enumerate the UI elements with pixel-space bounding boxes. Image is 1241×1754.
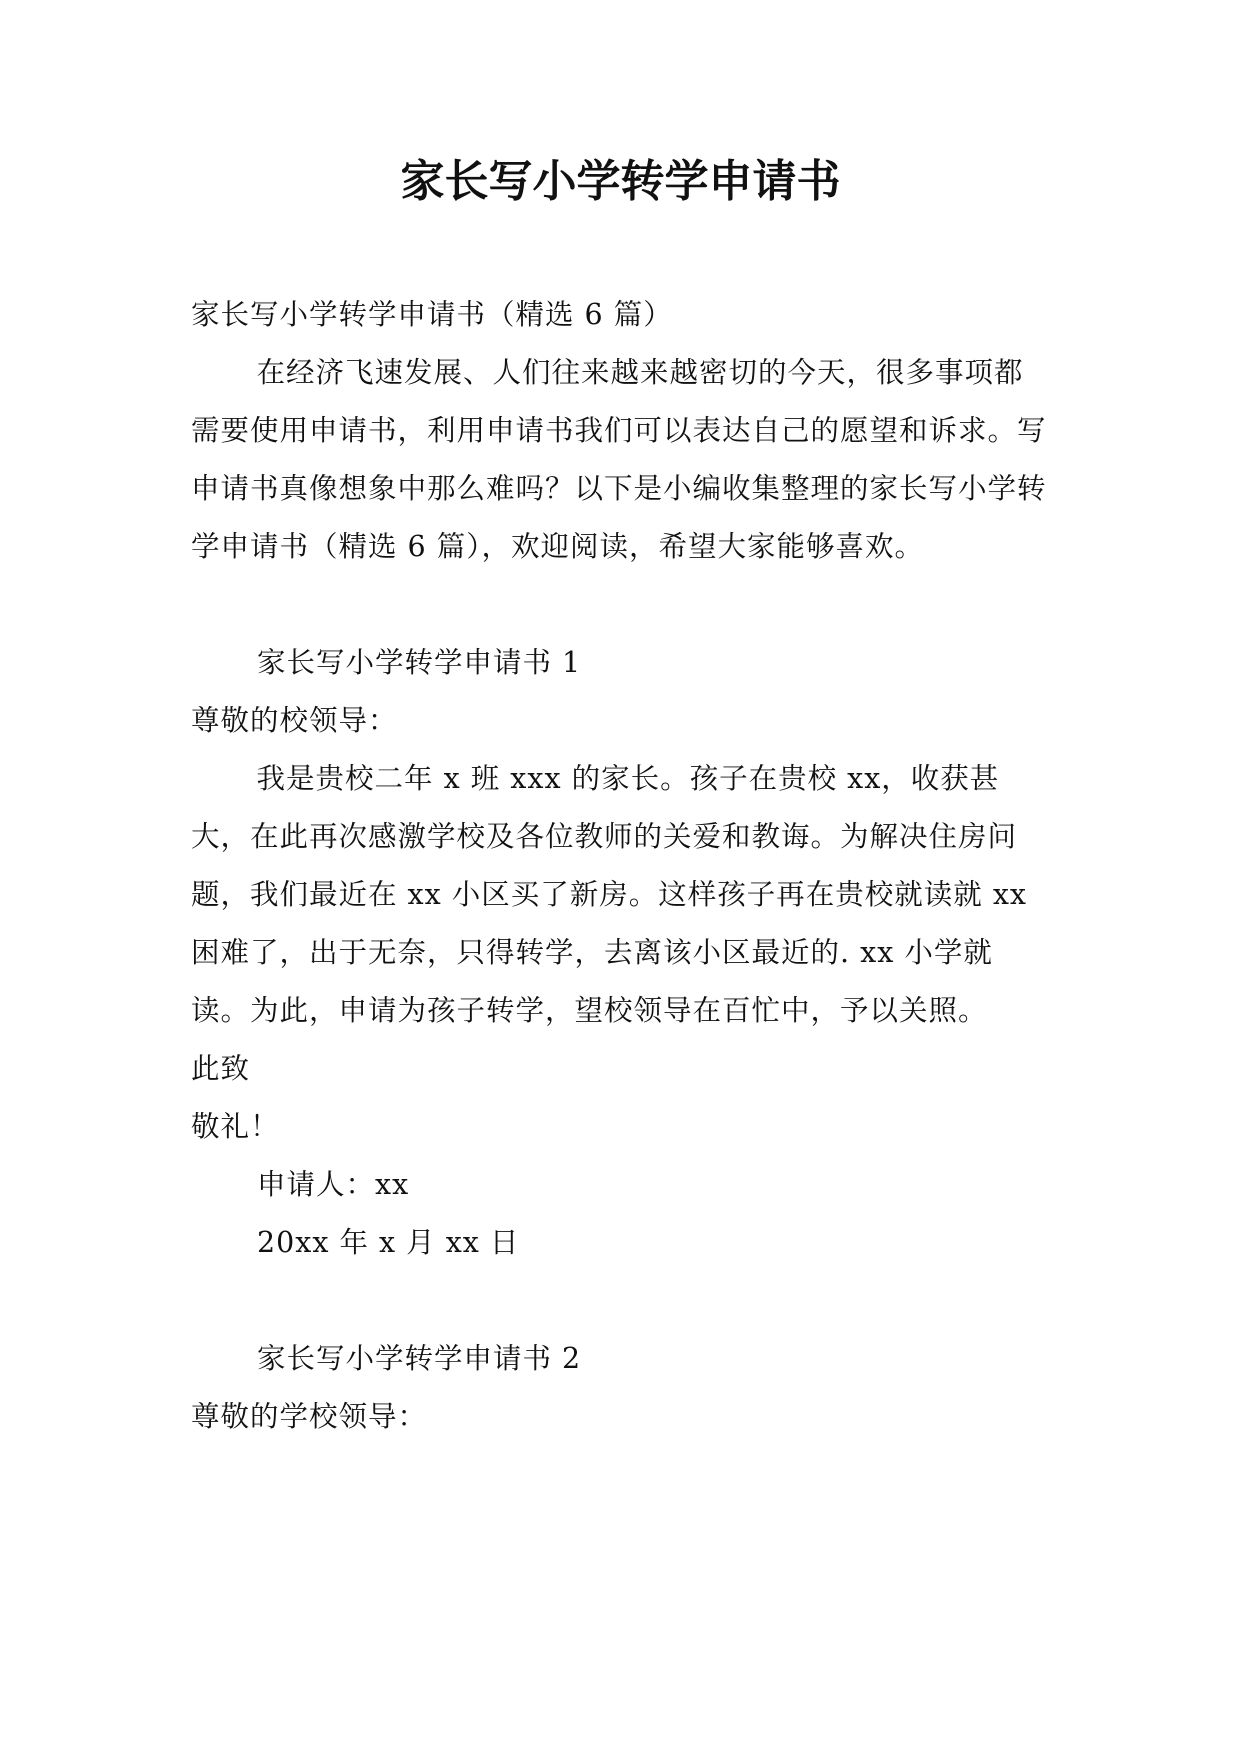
letter-1-salutation: 尊敬的校领导：: [191, 704, 398, 737]
letter-1-closing-2: 敬礼！: [191, 1110, 280, 1143]
document-title: 家长写小学转学申请书: [400, 156, 841, 207]
document-body: [191, 286, 1051, 1446]
document-subtitle: 家长写小学转学申请书（精选 6 篇）: [191, 298, 673, 331]
spacer: [191, 576, 1051, 634]
letter-1-applicant: 申请人：xx: [257, 1168, 410, 1201]
letter-1-closing-1: 此致: [191, 1052, 251, 1085]
letter-2-salutation: 尊敬的学校领导：: [191, 1400, 428, 1433]
letter-1-body: 我是贵校二年 x 班 xxx 的家长。孩子在贵校 xx，收获甚大，在此再次感激学校及各位教师的关爱和教诲。为解决住房问题，我们最近在 xx 小区买了新房。这样孩子再在贵校就读就 xx 困难了，出于无奈，只得转学，去离该小区最近的. xx 小学就读。为此，申请为孩子转学，望校领导在百忙中，予以关照。: [191, 762, 1027, 1027]
spacer: [191, 1272, 1051, 1330]
letter-1-date: 20xx 年 x 月 xx 日: [257, 1226, 520, 1259]
letter-1-heading: 家长写小学转学申请书 1: [257, 646, 582, 679]
intro-paragraph: 在经济飞速发展、人们往来越来越密切的今天，很多事项都需要使用申请书，利用申请书我们可以表达自己的愿望和诉求。写申请书真像想象中那么难吗？以下是小编收集整理的家长写小学转学申请书（精选 6 篇），欢迎阅读，希望大家能够喜欢。: [191, 356, 1047, 563]
letter-2-heading: 家长写小学转学申请书 2: [257, 1342, 582, 1375]
